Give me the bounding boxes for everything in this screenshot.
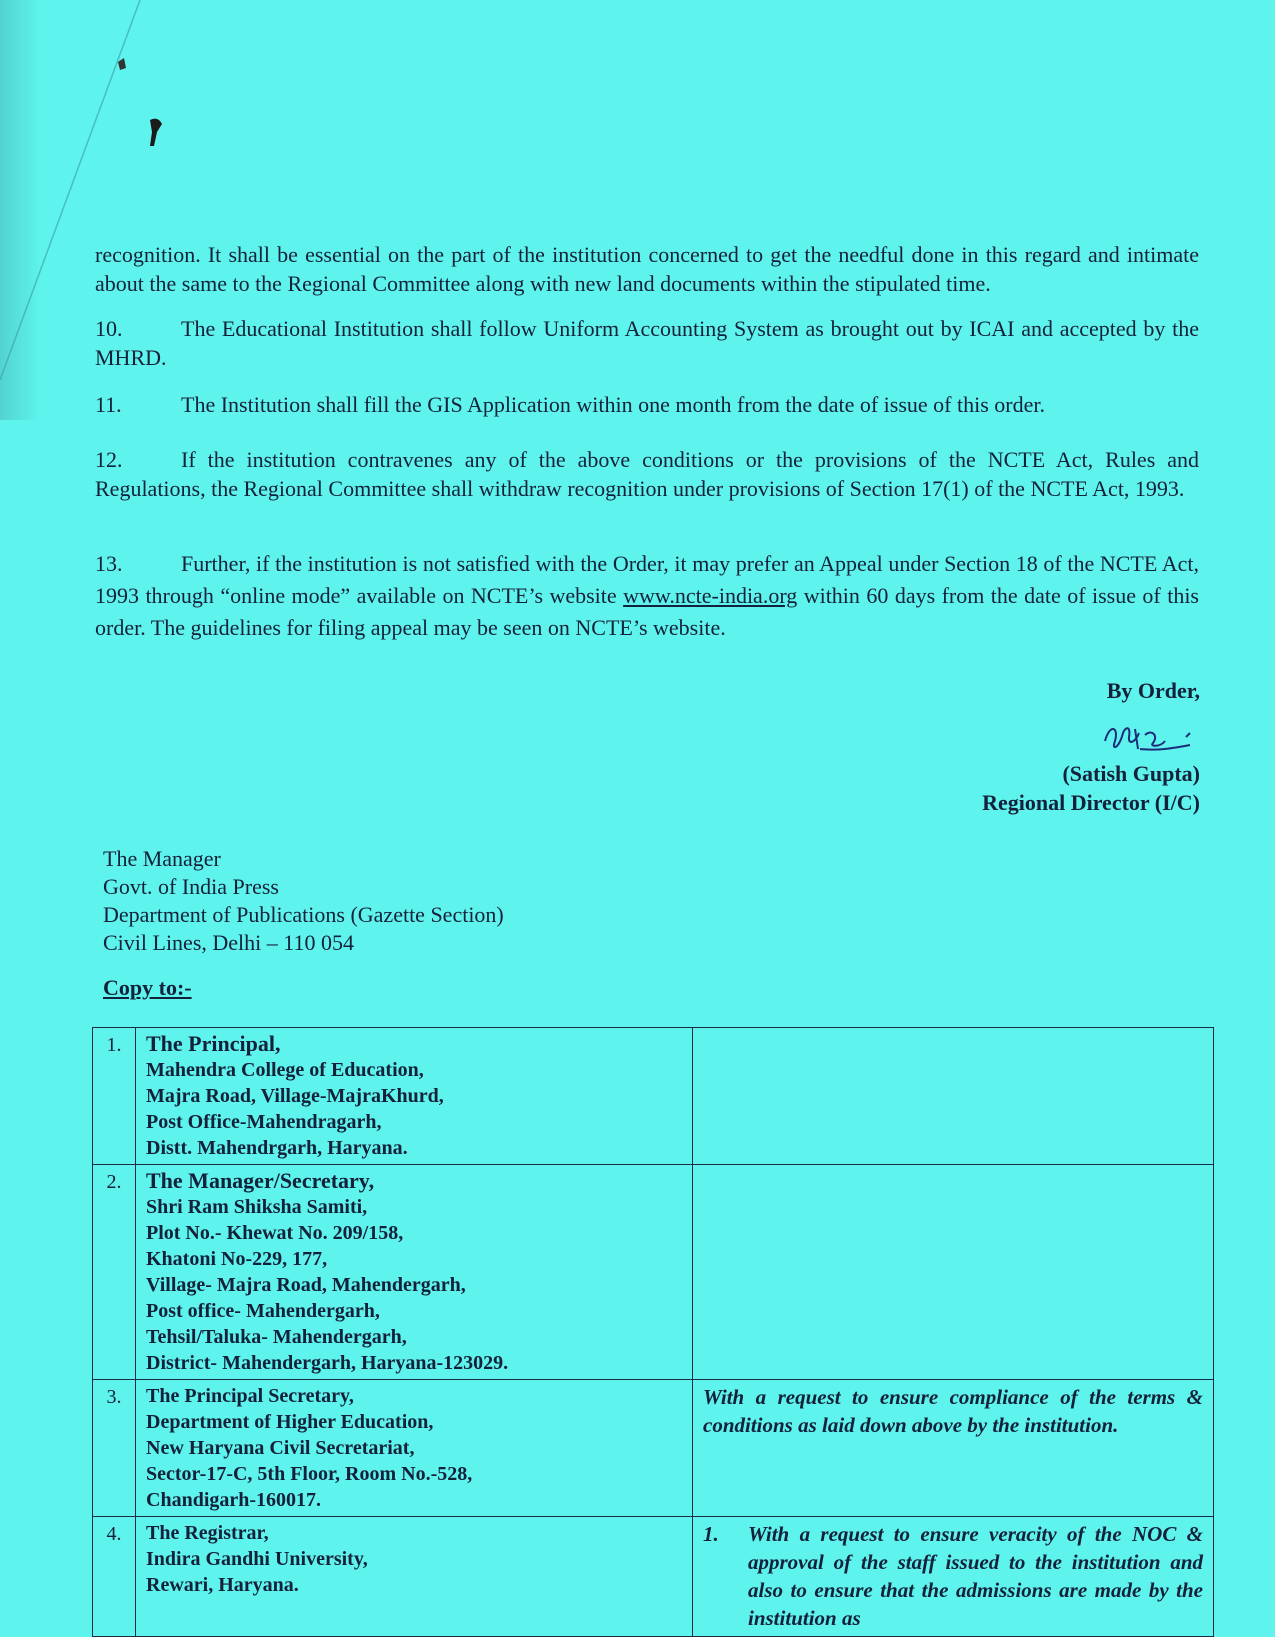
row-number: 3. xyxy=(93,1380,136,1517)
ink-spot xyxy=(150,119,162,146)
paragraph-11 xyxy=(95,390,1199,419)
paragraph-number: 13. xyxy=(95,551,123,576)
paragraph-text: The Educational Institution shall follow Uniform Accounting System as brought out by ICAI and accepted by the MHRD. xyxy=(95,316,1199,370)
paragraph-10 xyxy=(95,314,1199,372)
addressee-line: Govt. of India Press xyxy=(103,874,279,899)
table-row xyxy=(93,1165,1214,1380)
table-row xyxy=(93,1380,1214,1517)
paragraph-text: If the institution contravenes any of the above conditions or the provisions of the NCTE Act, Rules and Regulations, the Regional Committee shall withdraw recognition under provisions of Section 17(1) of the NCTE Act, 1993. xyxy=(95,447,1199,501)
copy-to-table xyxy=(92,1027,1214,1637)
remark-text: With a request to ensure veracity of the NOC & approval of the staff issued to the institution and also to ensure that the admissions are made by the institution as xyxy=(748,1522,1203,1630)
row-number: 4. xyxy=(93,1517,136,1637)
paragraph-text: The Institution shall fill the GIS Application within one month from the date of issue of this order. xyxy=(181,392,1045,417)
paragraph-number: 11. xyxy=(95,392,122,417)
addressee-line: Department of Publications (Gazette Section) xyxy=(103,902,504,927)
addressee-block xyxy=(103,845,504,957)
remark-number: 1. xyxy=(703,1522,719,1546)
ncte-website-link[interactable]: www.ncte-india.org xyxy=(623,583,798,608)
paragraph-text: recognition. It shall be essential on the part of the institution concerned to get the needful done in this regard and intimate about the same to the Regional Committee along with new land documents within the stipulated time. xyxy=(95,242,1199,296)
paragraph-text: Further, if the institution is not satisfied with the Order, it may prefer an Appeal under Section 18 of the NCTE Act, 1993 through “online mode” available on NCTE’s website xyxy=(95,551,1199,608)
remark xyxy=(693,1517,1214,1637)
paragraph-13 xyxy=(95,548,1199,644)
by-order-label: By Order, xyxy=(1106,678,1200,703)
paragraph-text: within 60 days from the date of issue of this order. The guidelines for filing appeal may be seen on NCTE’s website. xyxy=(95,583,1199,640)
remark xyxy=(693,1028,1214,1165)
remark: With a request to ensure compliance of the terms & conditions as laid down above by the institution. xyxy=(693,1380,1214,1517)
addressee-line: Civil Lines, Delhi – 110 054 xyxy=(103,930,354,955)
paragraph-12 xyxy=(95,445,1199,503)
paragraph-continued xyxy=(95,240,1199,298)
paragraph-number: 12. xyxy=(95,447,123,472)
row-number: 2. xyxy=(93,1165,136,1380)
row-number: 1. xyxy=(93,1028,136,1165)
recipient-address: The Registrar, Indira Gandhi University, Rewari, Haryana. xyxy=(136,1517,693,1637)
paragraph-number: 10. xyxy=(95,316,123,341)
copy-to-label: Copy to:- xyxy=(103,975,192,1000)
signatory-name: (Satish Gupta) xyxy=(1062,761,1200,786)
signature-block xyxy=(982,676,1200,817)
table-row xyxy=(93,1028,1214,1165)
addressee-line: The Manager xyxy=(103,846,221,871)
remark xyxy=(693,1165,1214,1380)
recipient-address: The Principal Secretary, Department of Higher Education, New Haryana Civil Secretariat, Sector-17-C, 5th Floor, Room No.-528, Chandigarh-160017. xyxy=(136,1380,693,1517)
recipient-address: The Principal, Mahendra College of Education, Majra Road, Village-MajraKhurd, Post Office-Mahendragarh, Distt. Mahendrgarh, Haryana. xyxy=(136,1028,693,1165)
handwritten-signature xyxy=(1090,711,1200,759)
recipient-address: The Manager/Secretary, Shri Ram Shiksha Samiti, Plot No.- Khewat No. 209/158, Khatoni No-229, 177, Village- Majra Road, Mahendergarh, Post office- Mahendergarh, Tehsil/Taluka- Mahendergarh, District- Mahendergarh, Haryana-123029. xyxy=(136,1165,693,1380)
table-row xyxy=(93,1517,1214,1637)
signatory-designation: Regional Director (I/C) xyxy=(982,790,1200,815)
